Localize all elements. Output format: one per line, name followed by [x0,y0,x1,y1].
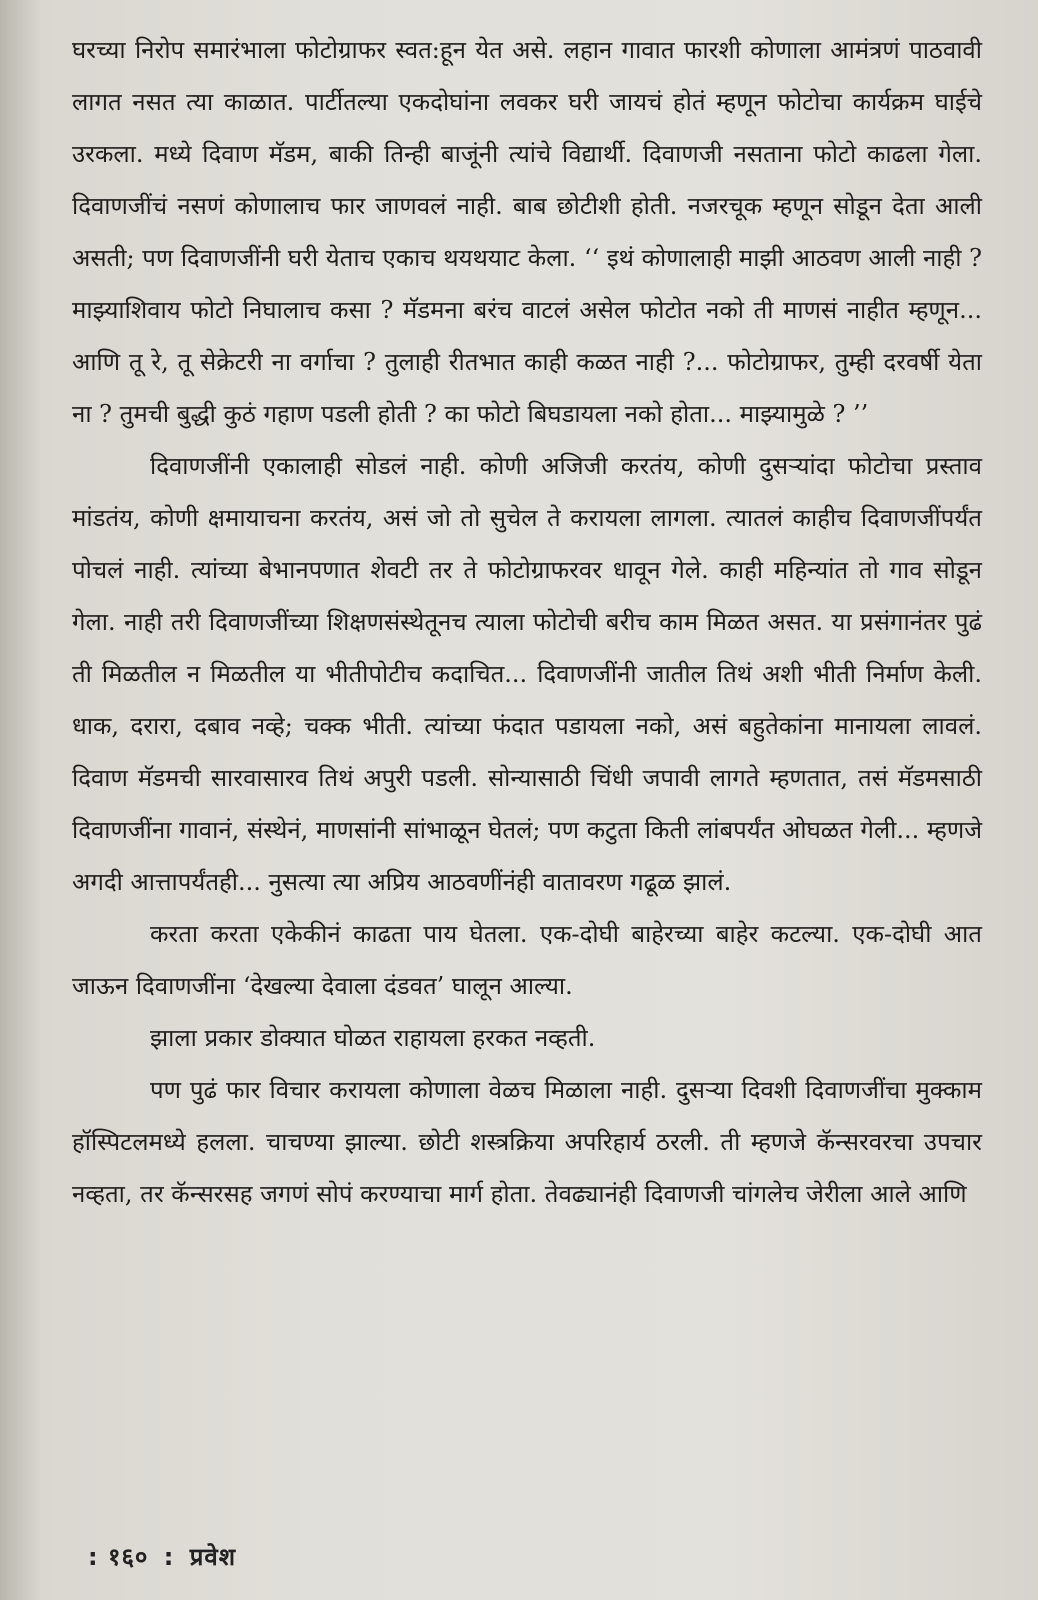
page-number: १६० [107,1543,149,1571]
book-title: प्रवेश [189,1543,237,1571]
paragraph-1: घरच्या निरोप समारंभाला फोटोग्राफर स्वत:हून येत असे. लहान गावात फारशी कोणाला आमंत्रणं पाठवावी लागत नसत त्या काळात. पार्टीतल्या एकदोघांना लवकर घरी जायचं होतं म्हणून फोटोचा कार्यक्रम घाईचे उरकला. मध्ये दिवाण मॅडम, बाकी तिन्ही बाजूंनी त्यांचे विद्यार्थी. दिवाणजी नसताना फोटो काढला गेला. दिवाणजींचं नसणं कोणालाच फार जाणवलं नाही. बाब छोटीशी होती. नजरचूक म्हणून सोडून देता आली असती; पण दिवाणजींनी घरी येताच एकाच थयथयाट केला. ‘‘ इथं कोणालाही माझी आठवण आली नाही ? माझ्याशिवाय फोटो निघालाच कसा ? मॅडमना बरंच वाटलं असेल फोटोत नको ती माणसं नाहीत म्हणून... आणि तू रे, तू सेक्रेटरी ना वर्गाचा ? तुलाही रीतभात काही कळत नाही ?... फोटोग्राफर, तुम्ही दरवर्षी येता ना ? तुमची बुद्धी कुठं गहाण पडली होती ? का फोटो बिघडायला नको होता... माझ्यामुळे ? ’’ [72,36,982,428]
page-footer [88,1540,236,1573]
footer-separator: : [163,1543,175,1571]
footer-colon: : [88,1543,99,1571]
body-text [72,24,982,1220]
paragraph-4: झाला प्रकार डोक्यात घोळत राहायला हरकत नव्हती. [150,1024,596,1052]
paragraph-3: करता करता एकेकीनं काढता पाय घेतला. एक-दोघी बाहेरच्या बाहेर कटल्या. एक-दोघी आत जाऊन दिवाणजींना ‘देखल्या देवाला दंडवत’ घालून आल्या. [72,920,982,1000]
paragraph-5: पण पुढं फार विचार करायला कोणाला वेळच मिळाला नाही. दुसऱ्या दिवशी दिवाणजींचा मुक्काम हॉस्पिटलमध्ये हलला. चाचण्या झाल्या. छोटी शस्त्रक्रिया अपरिहार्य ठरली. ती म्हणजे कॅन्सरवरचा उपचार नव्हता, तर कॅन्सरसह जगणं सोपं करण्याचा मार्ग होता. तेवढ्यानंही दिवाणजी चांगलेच जेरीला आले आणि [72,1076,982,1208]
paragraph-2: दिवाणजींनी एकालाही सोडलं नाही. कोणी अजिजी करतंय, कोणी दुसऱ्यांदा फोटोचा प्रस्ताव मांडतंय, कोणी क्षमायाचना करतंय, असं जो तो सुचेल ते करायला लागला. त्यातलं काहीच दिवाणजींपर्यंत पोचलं नाही. त्यांच्या बेभानपणात शेवटी तर ते फोटोग्राफरवर धावून गेले. काही महिन्यांत तो गाव सोडून गेला. नाही तरी दिवाणजींच्या शिक्षणसंस्थेतूनच त्याला फोटोची बरीच काम मिळत असत. या प्रसंगानंतर पुढं ती मिळतील न मिळतील या भीतीपोटीच कदाचित... दिवाणजींनी जातील तिथं अशी भीती निर्माण केली. धाक, दरारा, दबाव नव्हे; चक्क भीती. त्यांच्या फंदात पडायला नको, असं बहुतेकांना मानायला लावलं. दिवाण मॅडमची सारवासारव तिथं अपुरी पडली. सोन्यासाठी चिंधी जपावी लागते म्हणतात, तसं मॅडमसाठी दिवाणजींना गावानं, संस्थेनं, माणसांनी सांभाळून घेतलं; पण कटुता किती लांबपर्यंत ओघळत गेली... म्हणजे अगदी आत्तापर्यंतही... नुसत्या त्या अप्रिय आठवणींनंही वातावरण गढूळ झालं. [72,452,982,896]
